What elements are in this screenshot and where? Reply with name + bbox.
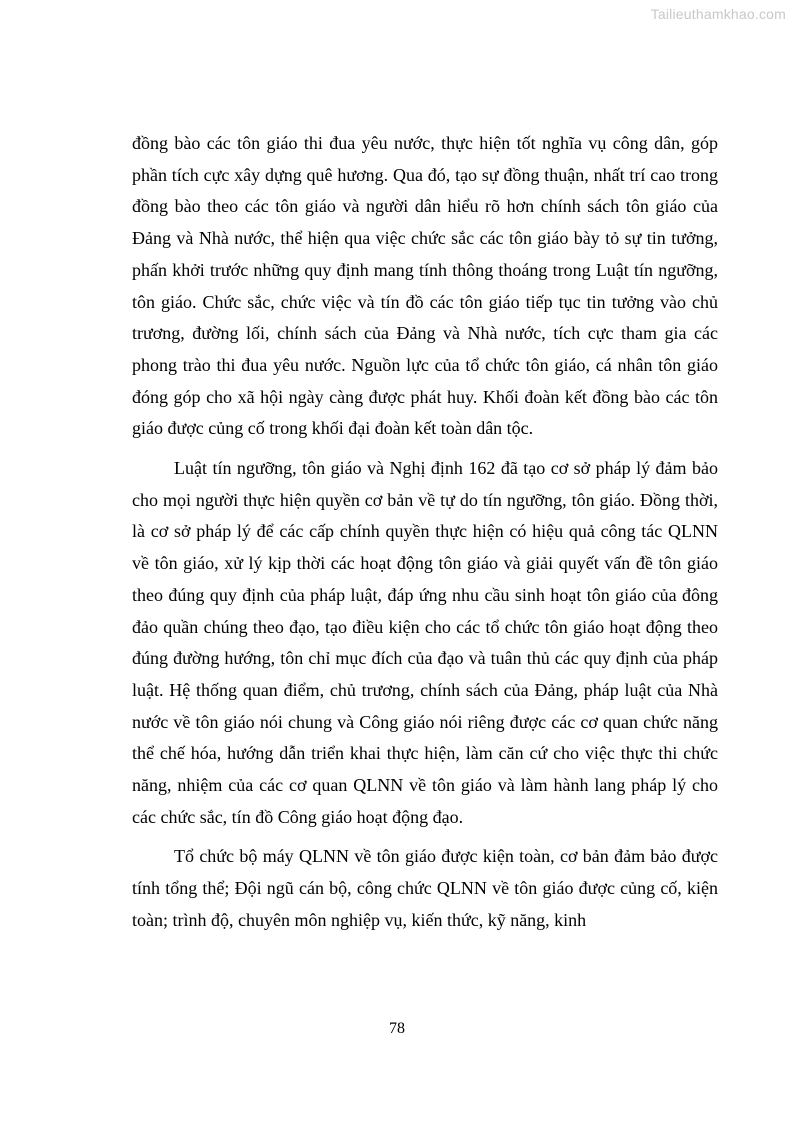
paragraph-legal-basis: Luật tín ngưỡng, tôn giáo và Nghị định 162 đã tạo cơ sở pháp lý đảm bảo cho mọi người thực hiện quyền cơ bản về tự do tín ngưỡng, tôn giáo. Đồng thời, là cơ sở pháp lý để các cấp chính quyền thực hiện có hiệu quả công tác QLNN về tôn giáo, xử lý kịp thời các hoạt động tôn giáo và giải quyết vấn đề tôn giáo theo đúng quy định của pháp luật, đáp ứng nhu cầu sinh hoạt tôn giáo của đông đảo quần chúng theo đạo, tạo điều kiện cho các tổ chức tôn giáo hoạt động theo đúng đường hướng, tôn chỉ mục đích của đạo và tuân thủ các quy định của pháp luật. Hệ thống quan điểm, chủ trương, chính sách của Đảng, pháp luật của Nhà nước về tôn giáo nói chung và Công giáo nói riêng được các cơ quan chức năng thể chế hóa, hướng dẫn triển khai thực hiện, làm căn cứ cho việc thực thi chức năng, nhiệm của các cơ quan QLNN về tôn giáo và làm hành lang pháp lý cho các chức sắc, tín đồ Công giáo hoạt động đạo. [132, 458, 718, 827]
page-number: 78 [389, 1020, 405, 1037]
paragraph-organization: Tổ chức bộ máy QLNN về tôn giáo được kiện toàn, cơ bản đảm bảo được tính tổng thể; Đội ngũ cán bộ, công chức QLNN về tôn giáo được củng cố, kiện toàn; trình độ, chuyên môn nghiệp vụ, kiến thức, kỹ năng, kinh [132, 846, 718, 930]
watermark: Tailieuthamkhao.com [650, 6, 786, 22]
paragraph-continuation: đồng bào các tôn giáo thi đua yêu nước, thực hiện tốt nghĩa vụ công dân, góp phần tích cực xây dựng quê hương. Qua đó, tạo sự đồng thuận, nhất trí cao trong đồng bào theo các tôn giáo và người dân hiểu rõ hơn chính sách tôn giáo của Đảng và Nhà nước, thể hiện qua việc chức sắc các tôn giáo bày tỏ sự tin tưởng, phấn khởi trước những quy định mang tính thông thoáng trong Luật tín ngưỡng, tôn giáo. Chức sắc, chức việc và tín đồ các tôn giáo tiếp tục tin tưởng vào chủ trương, đường lối, chính sách của Đảng và Nhà nước, tích cực tham gia các phong trào thi đua yêu nước. Nguồn lực của tổ chức tôn giáo, cá nhân tôn giáo đóng góp cho xã hội ngày càng được phát huy. Khối đoàn kết đồng bào các tôn giáo được củng cố trong khối đại đoàn kết toàn dân tộc. [132, 133, 718, 439]
document-body [132, 128, 718, 945]
